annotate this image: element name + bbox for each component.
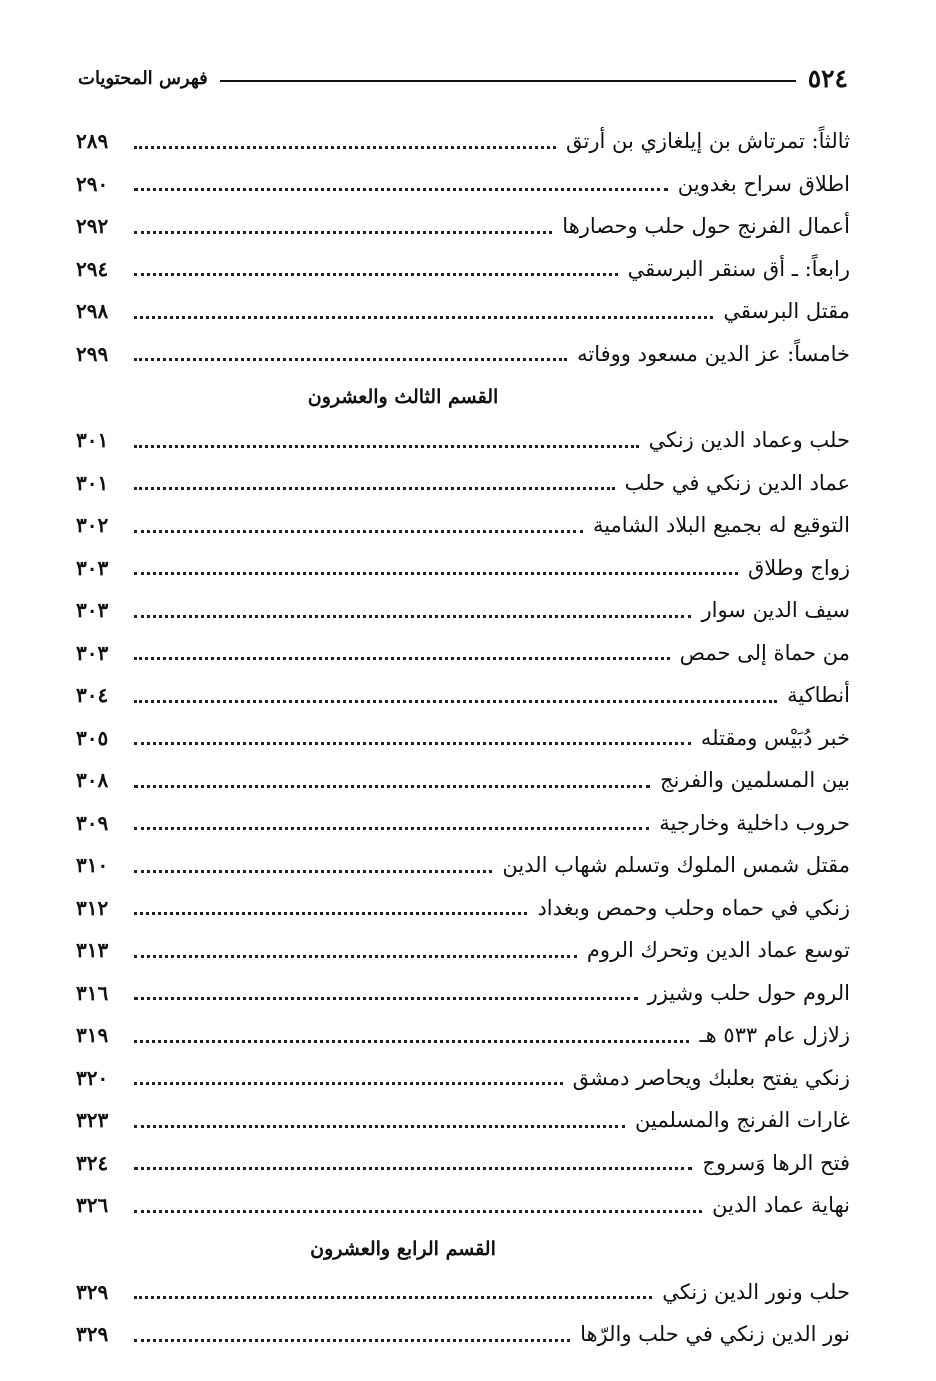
toc-entry (76, 1184, 850, 1227)
dot-leader (134, 1082, 563, 1085)
entry-title: رابعاً: ـ أق سنقر البرسقي (627, 256, 850, 281)
entry-title: زنكي يفتح بعلبك ويحاصر دمشق (572, 1065, 850, 1090)
entry-title: مقتل شمس الملوك وتسلم شهاب الدين (502, 853, 850, 878)
entry-page-number: ٣١٩ (76, 1023, 109, 1048)
entry-title: فتح الرها وَسروج (702, 1150, 850, 1175)
toc-entry (76, 929, 850, 972)
entry-title: أعمال الفرنج حول حلب وحصارها (562, 214, 850, 239)
entry-title: نهاية عماد الدين (712, 1193, 850, 1218)
dot-leader (134, 955, 577, 958)
entry-page-number: ٣٢٩ (76, 1322, 109, 1347)
dot-leader (134, 997, 638, 1000)
dot-leader (134, 870, 492, 873)
entry-title: الروم حول حلب وشيزر (647, 980, 850, 1005)
toc-entry (76, 844, 850, 887)
entry-title: اطلاق سراح بغدوين (677, 171, 850, 196)
entry-page-number: ٢٨٩ (76, 129, 109, 154)
toc-entry (76, 1099, 850, 1142)
entry-title: حلب ونور الدين زنكي (662, 1279, 850, 1304)
entry-title: التوقيع له بجميع البلاد الشامية (592, 513, 850, 538)
toc-entry (76, 248, 850, 291)
dot-leader (134, 615, 691, 618)
entry-page-number: ٢٩٠ (76, 171, 109, 196)
dot-leader (134, 358, 567, 361)
entry-page-number: ٣٠٥ (76, 725, 109, 750)
toc-entry (76, 972, 850, 1015)
toc-entry (76, 759, 850, 802)
toc-entry (76, 462, 850, 505)
toc-entry (76, 887, 850, 930)
toc-entry (76, 547, 850, 590)
dot-leader (134, 785, 650, 788)
entry-page-number: ٣٠٤ (76, 683, 109, 708)
toc-entry (76, 1313, 850, 1356)
toc-entry (76, 674, 850, 717)
dot-leader (134, 912, 527, 915)
dot-leader (134, 1125, 625, 1128)
toc-entry (76, 504, 850, 547)
entry-page-number: ٣٠٣ (76, 640, 109, 665)
entry-page-number: ٣٠١ (76, 428, 109, 453)
running-title: فهرس المحتويات (78, 67, 208, 89)
entry-page-number: ٣٢٠ (76, 1065, 109, 1090)
toc-entry (76, 802, 850, 845)
toc-entry (76, 717, 850, 760)
entry-page-number: ٣٠٣ (76, 555, 109, 580)
dot-leader (134, 273, 618, 276)
toc-entry (76, 333, 850, 376)
entry-title: زنكي في حماه وحلب وحمص وبغداد (537, 895, 850, 920)
toc-entry (76, 632, 850, 675)
toc-entry (76, 205, 850, 248)
entry-title: حلب وعماد الدين زنكي (648, 428, 850, 453)
entry-page-number: ٢٩٨ (76, 299, 109, 324)
dot-leader (134, 1339, 570, 1342)
dot-leader (134, 316, 713, 319)
entry-page-number: ٣١٢ (76, 895, 109, 920)
dot-leader (134, 742, 691, 745)
section-heading: القسم الثالث والعشرون (307, 386, 499, 408)
entry-page-number: ٣١٣ (76, 938, 109, 963)
table-of-contents (76, 120, 850, 1356)
entry-title: بين المسلمين والفرنج (659, 768, 850, 793)
toc-entry (76, 163, 850, 206)
entry-page-number: ٣٠٨ (76, 768, 109, 793)
dot-leader (134, 827, 649, 830)
toc-entry (76, 1271, 850, 1314)
entry-title: ثالثاً: تمرتاش بن إيلغازي بن أرتق (565, 129, 850, 154)
dot-leader (134, 231, 552, 234)
toc-entry (76, 290, 850, 333)
dot-leader (134, 1040, 689, 1043)
toc-entry (76, 120, 850, 163)
entry-title: مقتل البرسقي (723, 299, 850, 324)
entry-page-number: ٣٢٩ (76, 1279, 109, 1304)
entry-page-number: ٢٩٤ (76, 256, 109, 281)
running-head (78, 62, 848, 94)
entry-page-number: ٣٠٣ (76, 598, 109, 623)
dot-leader (134, 487, 615, 490)
toc-entry (76, 1142, 850, 1185)
section-heading: القسم الرابع والعشرون (310, 1237, 496, 1260)
entry-title: توسع عماد الدين وتحرك الروم (586, 938, 850, 963)
dot-leader (134, 1210, 702, 1213)
entry-page-number: ٣١٠ (76, 853, 109, 878)
entry-page-number: ٣٢٤ (76, 1150, 109, 1175)
toc-entry (76, 1014, 850, 1057)
entry-title: أنطاكية (787, 683, 850, 708)
dot-leader (134, 188, 668, 191)
dot-leader (134, 657, 670, 660)
entry-title: خبر دُبَيْس ومقتله (700, 725, 850, 750)
entry-title: خامساً: عز الدين مسعود ووفاته (577, 341, 850, 366)
toc-entry (76, 1057, 850, 1100)
entry-page-number: ٢٩٢ (76, 214, 109, 239)
dot-leader (134, 1167, 692, 1170)
entry-title: زواج وطلاق (747, 555, 850, 580)
entry-title: عماد الدين زنكي في حلب (624, 470, 850, 495)
header-rule (220, 80, 796, 82)
dot-leader (134, 146, 556, 149)
entry-title: من حماة إلى حمص (679, 640, 850, 665)
entry-page-number: ٣٢٣ (76, 1108, 109, 1133)
entry-page-number: ٢٩٩ (76, 341, 109, 366)
entry-title: نور الدين زنكي في حلب والرّها (580, 1322, 850, 1347)
page-number: ٥٢٤ (807, 63, 848, 93)
dot-leader (134, 700, 777, 703)
dot-leader (134, 1296, 652, 1299)
entry-title: زلازل عام ٥٣٣ هـ (699, 1023, 850, 1048)
dot-leader (134, 530, 583, 533)
entry-page-number: ٣٠٩ (76, 810, 109, 835)
entry-page-number: ٣٠٢ (76, 513, 109, 538)
dot-leader (134, 572, 738, 575)
entry-page-number: ٣٠١ (76, 470, 109, 495)
entry-title: سيف الدين سوار (701, 598, 850, 623)
toc-entry (76, 589, 850, 632)
dot-leader (134, 445, 639, 448)
entry-page-number: ٣١٦ (76, 980, 109, 1005)
entry-title: غارات الفرنج والمسلمين (635, 1108, 850, 1133)
entry-title: حروب داخلية وخارجية (659, 810, 850, 835)
entry-page-number: ٣٢٦ (76, 1193, 109, 1218)
toc-entry (76, 419, 850, 462)
